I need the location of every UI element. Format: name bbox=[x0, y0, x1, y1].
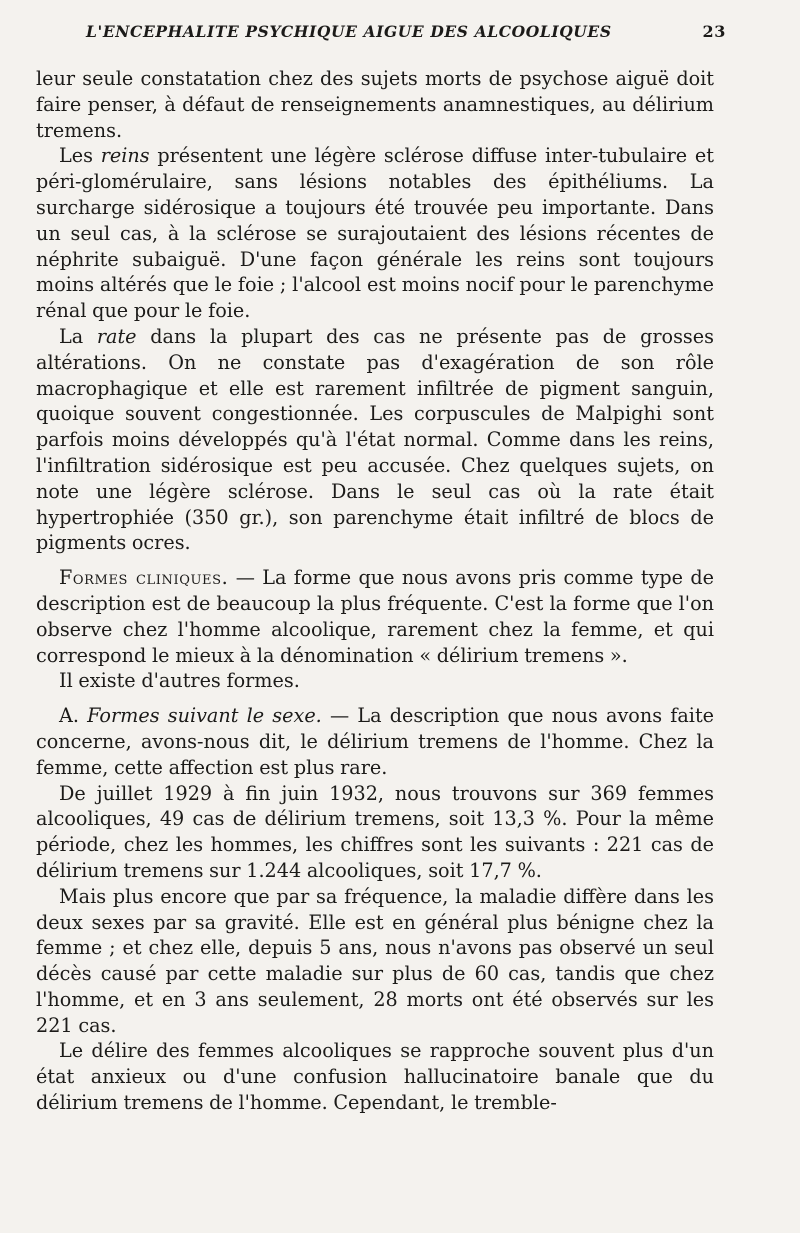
paragraph-text: présentent une légère sclérose diffuse inter-tubulaire et péri-glomérulaire, sans lésions notables des épithéliums. La surcharge sidérosique a toujours été trouvée peu importante. Dans un seul cas, à la sclérose se surajoutaient des lésions récentes de néphrite subaiguë. D'une façon générale les reins sont toujours moins altérés que le foie ; l'alcool est moins nocif pour le parenchyme rénal que pour le foie. bbox=[36, 144, 714, 323]
paragraph-reins bbox=[36, 143, 714, 324]
paragraph-gravite bbox=[36, 884, 714, 1039]
subsection-heading-sexe: Formes suivant le sexe. bbox=[87, 704, 322, 728]
paragraph-formes-cliniques bbox=[36, 565, 714, 668]
paragraph-text: — La description que nous avons faite concerne, avons-nous dit, le délirium tremens de l'homme. Chez la femme, cette affection est plus rare. bbox=[36, 704, 715, 779]
body-text bbox=[36, 66, 714, 1116]
paragraph-delire-femmes bbox=[36, 1038, 714, 1115]
section-heading-formes-cliniques: Formes cliniques. bbox=[59, 566, 229, 590]
paragraph-text: Mais plus encore que par sa fréquence, la maladie diffère dans les deux sexes par sa gravité. Elle est en général plus bénigne chez la femme ; et chez elle, depuis 5 ans, nous n'avons pas observé un seul décès causé par cette maladie sur plus de 60 cas, tandis que chez l'homme, et en 3 ans seulement, 28 morts ont été observés sur les 221 cas. bbox=[36, 884, 714, 1037]
running-head-title: L'ENCEPHALITE PSYCHIQUE AIGUE DES ALCOOLIQUES bbox=[86, 22, 612, 41]
paragraph-text: dans la plupart des cas ne présente pas de grosses altérations. On ne constate pas d'exagération de son rôle macrophagique et elle est rarement infiltrée de pigment sanguin, quoique souvent congestionnée. Les corpuscules de Malpighi sont parfois moins développés qu'à l'état normal. Comme dans les reins, l'infiltration sidérosique est peu accusée. Chez quelques sujets, on note une légère sclérose. Dans le seul cas où la rate était hypertrophiée (350 gr.), son parenchyme était infiltré de blocs de pigments ocres. bbox=[36, 324, 714, 555]
emphasis-reins: reins bbox=[100, 144, 150, 168]
paragraph-text: Il existe d'autres formes. bbox=[59, 669, 300, 693]
subsection-letter: A. bbox=[59, 704, 88, 728]
emphasis-rate: rate bbox=[96, 324, 137, 348]
paragraph-text: La bbox=[59, 324, 97, 348]
paragraph-continuation bbox=[36, 66, 714, 143]
page-number: 23 bbox=[702, 22, 726, 41]
paragraph-text: Le délire des femmes alcooliques se rapproche souvent plus d'un état anxieux ou d'une confusion hallucinatoire banale que du délirium tremens de l'homme. Cependant, le tremble- bbox=[36, 1039, 714, 1115]
paragraph-text: — La forme que nous avons pris comme type de description est de beaucoup la plus fréquente. C'est la forme que l'on observe chez l'homme alcoolique, rarement chez la femme, et qui correspond le mieux à la dénomination « délirium tremens ». bbox=[36, 566, 715, 667]
running-head bbox=[36, 22, 726, 56]
paragraph-text: De juillet 1929 à fin juin 1932, nous trouvons sur 369 femmes alcooliques, 49 cas de délirium tremens, soit 13,3 %. Pour la même période, chez les hommes, les chiffres sont les suivants : 221 cas de délirium tremens sur 1.244 alcooliques, soit 17,7 %. bbox=[36, 781, 714, 882]
paragraph-rate bbox=[36, 324, 714, 556]
paragraph-statistics bbox=[36, 781, 714, 884]
paragraph-autres-formes bbox=[36, 668, 714, 694]
paragraph-text: Les bbox=[59, 144, 101, 168]
paragraph-formes-sexe bbox=[36, 703, 714, 780]
paragraph-text: leur seule constatation chez des sujets morts de psychose aiguë doit faire penser, à défaut de renseignements anamnestiques, au délirium tremens. bbox=[36, 67, 714, 142]
